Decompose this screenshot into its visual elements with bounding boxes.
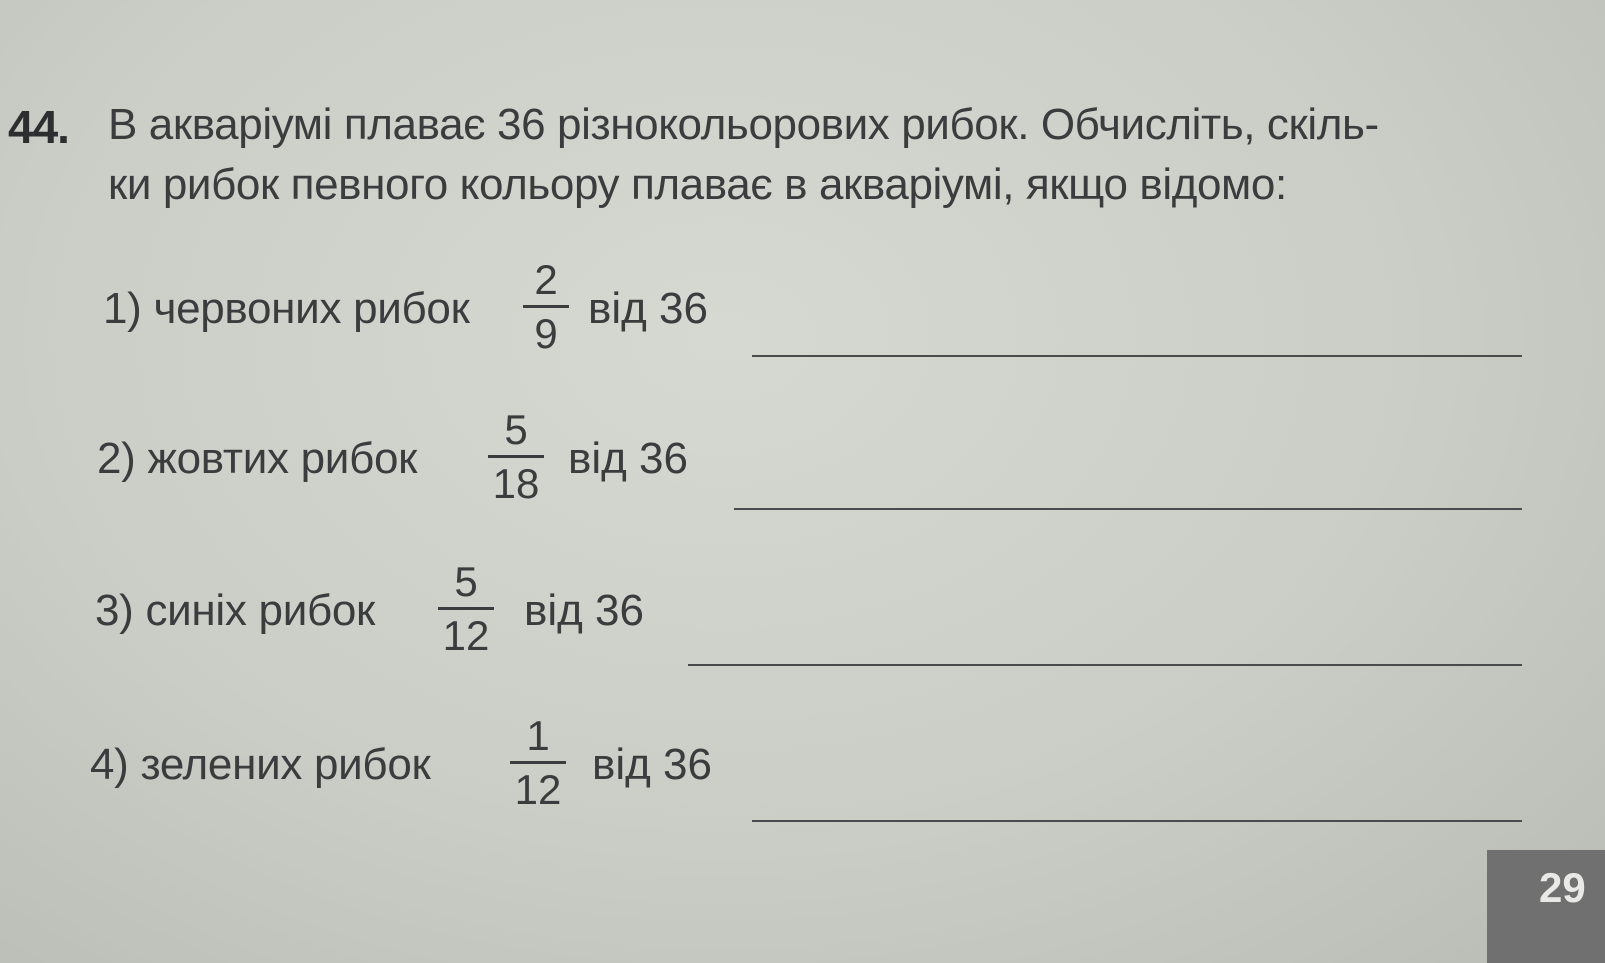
- fraction: [488, 408, 544, 506]
- answer-blank-4[interactable]: [752, 820, 1522, 822]
- task-text-line-2: ки рибок певного кольору плаває в акваріумі, якщо відомо:: [108, 160, 1287, 209]
- fraction-numerator: 2: [534, 256, 558, 303]
- exercise-item-3: [0, 560, 1605, 680]
- exercise-item-4: [0, 714, 1605, 834]
- fraction-bar: [488, 455, 544, 458]
- fraction-denominator: 18: [492, 460, 540, 507]
- fraction-bar: [510, 761, 566, 764]
- fraction-denominator: 12: [442, 612, 490, 659]
- fraction-denominator: 9: [534, 310, 558, 357]
- page-number: 29: [1539, 864, 1586, 911]
- fraction: [523, 258, 569, 356]
- exercise-item-2: [0, 408, 1605, 528]
- answer-blank-2[interactable]: [734, 508, 1522, 510]
- fraction: [510, 714, 566, 812]
- fraction-denominator: 12: [514, 766, 562, 813]
- item-suffix: від 36: [568, 434, 688, 483]
- answer-blank-1[interactable]: [752, 355, 1522, 357]
- item-suffix: від 36: [524, 586, 644, 635]
- exercise-item-1: [0, 258, 1605, 378]
- fraction-bar: [438, 607, 494, 610]
- item-label: 4) зелених рибок: [90, 740, 431, 789]
- fraction-numerator: 5: [454, 558, 478, 605]
- item-label: 2) жовтих рибок: [97, 434, 418, 483]
- fraction-bar: [523, 305, 569, 308]
- item-label: 1) червоних рибок: [103, 284, 470, 333]
- fraction-numerator: 1: [526, 712, 550, 759]
- page-number-tab: [1487, 850, 1605, 963]
- task-number: 44.: [8, 101, 69, 153]
- fraction-numerator: 5: [504, 406, 528, 453]
- answer-blank-3[interactable]: [688, 664, 1522, 666]
- item-suffix: від 36: [592, 740, 712, 789]
- item-suffix: від 36: [588, 284, 708, 333]
- fraction: [438, 560, 494, 658]
- item-label: 3) синіх рибок: [95, 586, 375, 635]
- task-text-line-1: В акваріумі плаває 36 різнокольорових рибок. Обчисліть, скіль-: [108, 100, 1379, 149]
